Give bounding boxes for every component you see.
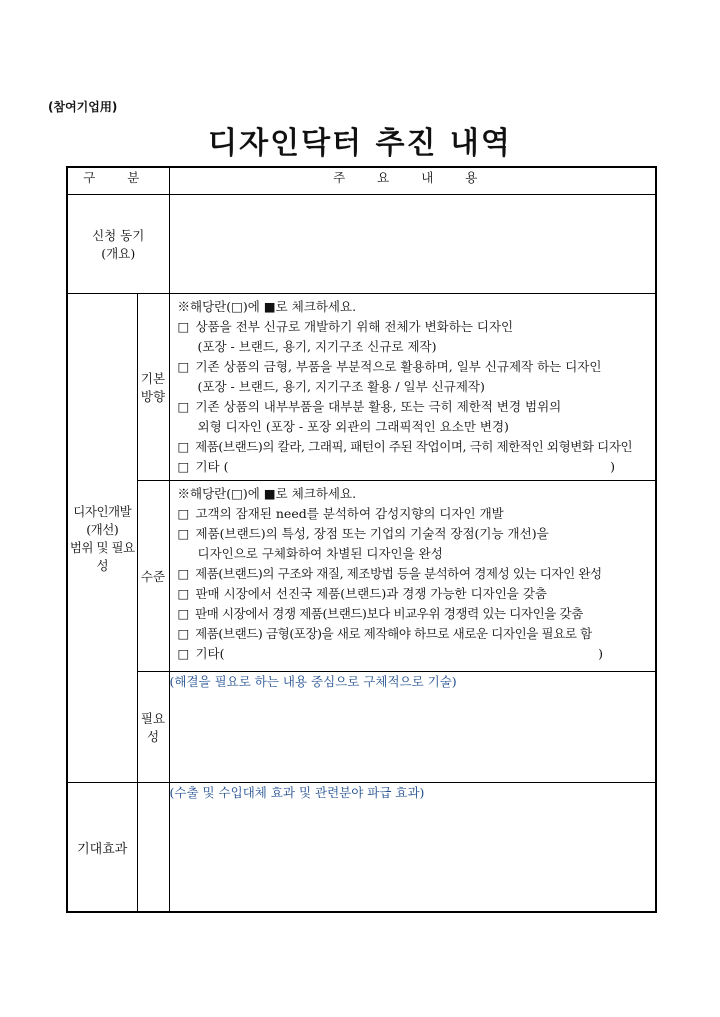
level-option-6[interactable]	[178, 624, 650, 644]
effect-hint: (수출 및 수입대체 효과 및 관련분야 파급 효과)	[169, 785, 425, 800]
checkbox-icon[interactable]: □	[177, 439, 189, 454]
option-text: 제품(브랜드)의 칼라, 그래픽, 패턴이 주된 작업이며, 극히 제한적인 외형변화 디자인	[195, 439, 633, 454]
level-label: 수준	[140, 569, 166, 584]
option-text: 고객의 잠재된 need를 분석하여 감성지향의 디자인 개발	[195, 506, 504, 521]
basic-option-3[interactable]	[178, 397, 650, 437]
effect-input-area[interactable]	[169, 783, 656, 913]
basic-direction-sublabel: 방향	[140, 389, 166, 404]
option-text-cont: (포장 - 브랜드, 용기, 지기구조 활용 / 일부 신규제작)	[197, 379, 485, 394]
option-text: 기존 상품의 금형, 부품을 부분적으로 활용하며, 일부 신규제작 하는 디자인	[195, 359, 602, 374]
level-option-1[interactable]	[178, 504, 650, 524]
checkbox-icon[interactable]: □	[177, 359, 190, 374]
scope-label-cell	[67, 294, 137, 783]
necessity-input-area[interactable]	[169, 672, 656, 783]
basic-option-1[interactable]	[178, 317, 650, 357]
category-header: 구 분	[67, 167, 169, 195]
scope-sublabel: 범위 및 필요성	[69, 540, 135, 573]
checkbox-icon[interactable]: □	[177, 319, 190, 334]
level-instruction: ※해당란(□)에 ■로 체크하세요.	[177, 486, 357, 501]
checkbox-icon[interactable]: □	[177, 646, 190, 661]
participant-tag: (참여기업用)	[48, 100, 118, 114]
checkbox-icon[interactable]: □	[177, 566, 189, 581]
checkbox-icon[interactable]: □	[177, 606, 189, 621]
option-text: 판매 시장에서 선진국 제품(브랜드)과 경쟁 가능한 디자인을 갖춤	[195, 586, 548, 601]
basic-direction-options	[169, 294, 656, 481]
content-header: 주 요 내 용	[169, 167, 656, 195]
checkbox-icon[interactable]: □	[177, 586, 190, 601]
checkbox-icon[interactable]: □	[177, 506, 190, 521]
checkbox-icon[interactable]: □	[177, 526, 190, 541]
level-row	[67, 481, 656, 672]
option-close: )	[610, 459, 615, 474]
basic-direction-label-cell	[137, 294, 169, 481]
option-text: 제품(브랜드)의 구조와 재질, 제조방법 등을 분석하여 경제성 있는 디자인 완성	[195, 566, 602, 581]
option-text-cont: (포장 - 브랜드, 용기, 지기구조 신규로 제작)	[197, 339, 437, 354]
page-title: 디자인닥터 추진 내역	[208, 126, 512, 161]
basic-instruction: ※해당란(□)에 ■로 체크하세요.	[177, 299, 357, 314]
necessity-hint: (해결을 필요로 하는 내용 중심으로 구체적으로 기술)	[169, 674, 457, 689]
basic-option-2[interactable]	[178, 357, 650, 397]
motive-sublabel: (개요)	[101, 246, 136, 261]
basic-direction-row	[67, 294, 656, 481]
necessity-label-cell	[137, 672, 169, 783]
necessity-row	[67, 672, 656, 783]
level-option-5[interactable]	[178, 604, 650, 624]
level-option-4[interactable]	[178, 584, 650, 604]
level-option-other[interactable]	[178, 644, 650, 664]
option-text: 상품을 전부 신규로 개발하기 위해 전체가 변화하는 디자인	[195, 319, 514, 334]
level-option-2[interactable]	[178, 524, 650, 564]
level-label-cell	[137, 481, 169, 672]
motive-label-cell	[67, 195, 169, 294]
option-text: 기타(	[195, 646, 225, 661]
necessity-label: 필요성	[140, 711, 166, 744]
effect-spacer-cell	[137, 783, 169, 913]
option-text: 제품(브랜드) 금형(포장)을 새로 제작해야 하므로 새로운 디자인을 필요로 함	[195, 626, 592, 641]
level-options	[169, 481, 656, 672]
basic-option-other[interactable]	[178, 457, 650, 477]
effect-row	[67, 783, 656, 913]
motive-label: 신청 동기	[92, 228, 145, 243]
option-text: 제품(브랜드)의 특성, 장점 또는 기업의 기술적 장점(기능 개선)을	[195, 526, 549, 541]
basic-option-4[interactable]	[178, 437, 650, 457]
effect-label: 기대효과	[77, 841, 128, 857]
motive-row	[67, 195, 656, 294]
effect-label-cell	[67, 783, 137, 913]
option-text: 기존 상품의 내부부품을 대부분 활용, 또는 극히 제한적 변경 범위의	[195, 399, 562, 414]
level-option-3[interactable]	[178, 564, 650, 584]
checkbox-icon[interactable]: □	[177, 626, 189, 641]
basic-direction-label: 기본	[140, 371, 166, 386]
option-text-cont: 디자인으로 구체화하여 차별된 디자인을 완성	[197, 546, 443, 561]
checkbox-icon[interactable]: □	[177, 459, 190, 474]
option-text: 기타 (	[195, 459, 229, 474]
design-doctor-form	[66, 166, 657, 913]
checkbox-icon[interactable]: □	[177, 399, 190, 414]
option-close: )	[598, 646, 603, 661]
motive-input-area[interactable]	[169, 195, 656, 294]
header-row	[67, 167, 656, 195]
scope-label: 디자인개발(개선)	[73, 504, 132, 537]
option-text-cont: 외형 디자인 (포장 - 포장 외관의 그래픽적인 요소만 변경)	[197, 419, 509, 434]
option-text: 판매 시장에서 경쟁 제품(브랜드)보다 비교우위 경쟁력 있는 디자인을 갖춤	[195, 606, 583, 621]
